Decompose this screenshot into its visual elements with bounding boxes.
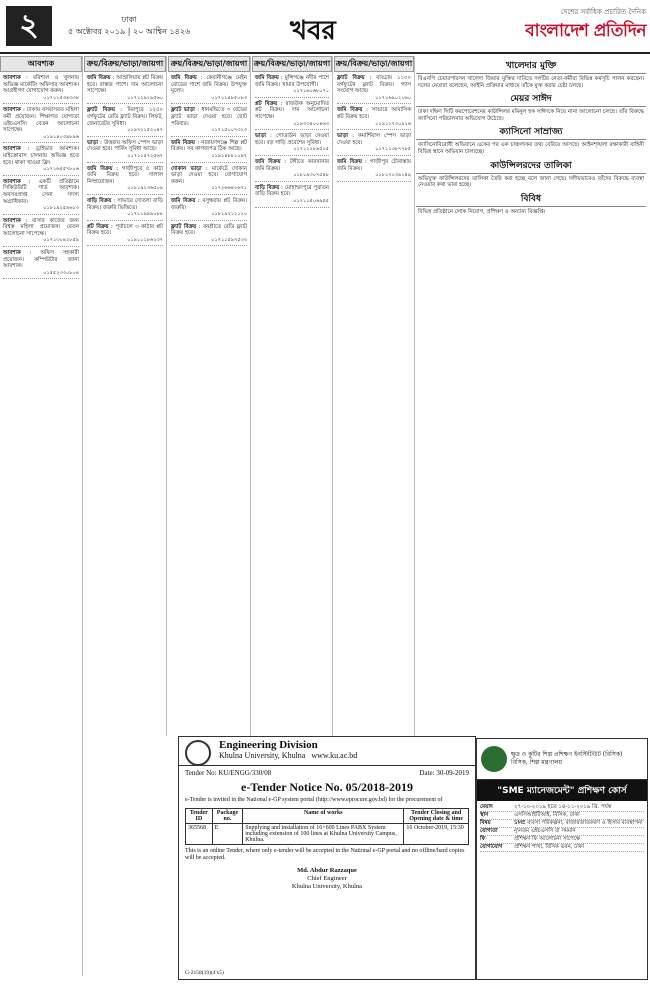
ad-phone: ০১৭১১৩৮৭৭৮৫	[375, 146, 411, 153]
ad-phone: ০১৮১৯৩০৭৫৪৮	[293, 172, 329, 179]
date-line	[68, 14, 190, 38]
section-title: খবর	[290, 16, 336, 46]
sme-org	[511, 751, 622, 767]
ad-tag: জমি বিক্রয়	[171, 197, 196, 204]
classified-ad	[87, 107, 163, 136]
classified-column	[334, 56, 415, 736]
ad-tag: আবশ্যক	[3, 146, 21, 153]
tender-intro: e-Tender is invited in the National e-GP system portal (http://www.eprocure.gov.bd) for the procurement of	[185, 797, 443, 803]
tender-university-name: Khulna University, Khulna	[219, 751, 306, 760]
ad-tag: ভাড়া	[337, 133, 348, 140]
ad-phone: ০১৮১৯২৩৬৫০৯	[127, 185, 163, 192]
sme-detail-key: যোগাযোগ	[480, 844, 503, 850]
sme-course-ad	[476, 738, 648, 980]
sme-org-line: বিসিক, শিল্প মন্ত্রণালয়	[511, 759, 563, 766]
ad-phone: ০১৭১১৪৮৫০৮৩	[211, 94, 247, 101]
column-heading: ক্রয়/বিক্রয়/ভাড়া/জায়গা	[84, 56, 166, 72]
classified-ad	[255, 101, 329, 130]
story-body: অভিযুক্ত কাউন্সিলরদের তালিকা তৈরি করা হচ্ছে বলে জানা গেছে। দলীয়ভাবেও তাঁদের বিরুদ্ধে ব্যবস্থা নেওয়ার কথা ভাবা হচ্ছে।	[418, 175, 644, 189]
ad-text: ড্রাইভার আবশ্যক। মাইক্রোবাস চালনায় অভিজ্ঞ হতে হবে। থাকা খাওয়া ফ্রি।	[3, 146, 79, 166]
table-header-cell: Name of works	[243, 808, 404, 823]
ad-separator: :	[20, 107, 27, 114]
classified-ad	[3, 250, 79, 279]
ad-text: উত্তরায় অফিস স্পেস ভাড়া দেওয়া হবে। পার্কিং সুবিধা আছে।	[87, 139, 163, 153]
ad-tag: ভাড়া	[87, 139, 98, 146]
ad-tag: জমি বিক্রয়	[255, 158, 281, 165]
classified-ad	[87, 75, 163, 104]
bscic-logo-icon	[481, 746, 507, 772]
tender-signature	[179, 867, 475, 891]
page-number: ২	[6, 6, 52, 46]
ad-phone: ০১৯১১১৮৬২৩৭	[127, 236, 163, 243]
ad-phone: ০১৯১২৭৩০৯১৬	[375, 120, 411, 127]
sme-detail-key: যোগ্যতা	[480, 828, 498, 834]
sme-detail-row	[480, 804, 644, 812]
ad-text: রাজউক অনুমোদিত প্লট বিক্রয়। দাম আলোচনা সাপেক্ষে।	[255, 100, 329, 120]
ad-separator: :	[194, 107, 202, 114]
classified-ad	[87, 198, 163, 221]
ad-tag: জমি বিক্রয়	[255, 75, 279, 81]
sme-detail-key: বিষয়	[480, 820, 491, 826]
classified-column	[168, 56, 251, 736]
ad-phone: ০১৯৭২১৫২০৪৭	[127, 127, 163, 134]
date-city: ঢাকা	[121, 15, 137, 24]
sme-detail-row	[480, 812, 644, 820]
ad-tag: জমি বিক্রয়	[337, 107, 363, 114]
table-cell: 16 October-2019, 15:30	[404, 823, 469, 844]
ad-text: মোহাম্মদপুরে পুরাতন বাড়ি বিক্রয় হবে।	[255, 184, 329, 198]
ad-separator: :	[20, 250, 41, 257]
ad-phone: ০১৭১১৫৭২৫৬৭	[127, 152, 163, 159]
ad-text: গাজীপুর চৌরাস্তায় জমি বিক্রয়।	[337, 158, 411, 172]
ad-tag: জমি বিক্রয়	[171, 139, 195, 146]
sme-detail-row	[480, 836, 644, 844]
ad-phone: ০১৭১৬৯০২১৬০	[375, 94, 411, 101]
ad-separator: :	[20, 217, 33, 224]
ad-tag: ভাড়া	[255, 133, 266, 140]
classified-column	[84, 56, 167, 736]
classified-ad	[3, 75, 79, 104]
ad-text: বসুন্ধরায় প্লট বিক্রয়। জরুরি।	[171, 197, 247, 211]
classified-ad	[3, 146, 79, 175]
tender-header	[179, 737, 475, 766]
ad-tag: জমি বিক্রয়	[87, 165, 113, 172]
ad-separator: :	[115, 107, 128, 114]
sme-header	[477, 739, 647, 780]
ad-separator: :	[280, 158, 290, 165]
ad-tag: আবশ্যক	[3, 178, 21, 185]
ad-separator: :	[112, 165, 122, 172]
ad-text: নারায়ণগঞ্জে শিল্প প্লট বিক্রয়। সব কাগজপত্র ঠিক আছে।	[171, 139, 247, 153]
ad-separator: :	[196, 75, 207, 81]
ad-tag: ফ্ল্যাট ভাড়া	[171, 107, 195, 114]
ad-separator: :	[110, 75, 117, 81]
ad-phone: ০১৭১৬০৬৮০৭১	[293, 88, 329, 95]
ad-text: ধানমন্ডিতে ৩ বেডের ফ্ল্যাট ভাড়া দেওয়া হবে। ছোট পরিবার।	[171, 107, 247, 127]
classified-ad	[337, 159, 411, 182]
ad-tag: আবশ্যক	[3, 107, 21, 114]
ad-separator: :	[277, 100, 286, 107]
ad-text: সাভারে আবাসিক প্লট বিক্রয় হবে।	[337, 107, 411, 120]
classified-ad	[3, 107, 79, 143]
ad-text: আশুলিয়ায় প্লট বিক্রয় হবে। রাস্তার পাশে। দাম আলোচনা সাপেক্ষে।	[87, 75, 164, 95]
ad-phone: ০১৯৩৩৪০০৪৬৩	[293, 120, 329, 127]
sme-detail-key: মেয়াদ	[480, 804, 493, 810]
ad-phone: ০১৫৫২৩৩০৮০৪	[43, 269, 79, 276]
ad-text: একটি প্রতিষ্ঠানে সিকিউরিটি গার্ড আবশ্যক। অবসরপ্রাপ্ত সেনা সদস্য অগ্রাধিকার।	[3, 178, 79, 205]
story-headline: বিবিধ	[416, 191, 646, 207]
ad-text: অফিস সহকারী প্রয়োজন। কম্পিউটার জানা আবশ্যক।	[3, 250, 79, 270]
tender-notice	[178, 736, 476, 980]
ad-text: পূর্বাচলে ৩ কাঠার প্লট বিক্রয় হবে।	[87, 223, 163, 237]
tender-note: This is an online Tender, where only e-tender will be accepted in the National e-GP portal and no offline/hard copies will be accepted.	[185, 847, 465, 861]
story-body: বিভিন্ন প্রতিষ্ঠানে লোক নিয়োগ, প্রশিক্ষণ ও অন্যান্য বিজ্ঞপ্তি।	[418, 208, 546, 215]
tender-date: Date: 30-09-2019	[419, 769, 469, 777]
table-cell: E	[212, 823, 243, 844]
classified-ad	[171, 140, 247, 163]
ad-separator: :	[279, 184, 285, 191]
tender-university	[219, 751, 357, 760]
column-heading: ক্রয়/বিক্রয়/ভাড়া/জায়গা	[252, 56, 332, 72]
ad-separator: :	[266, 133, 276, 140]
ad-text: টঙ্গীতে কারখানার জমি বিক্রয়।	[255, 158, 329, 172]
ad-separator: :	[98, 139, 105, 146]
signer-name: Md. Abdur Razzaque	[297, 866, 357, 874]
ad-text: বরিশাল ও খুলনায় অভিজ্ঞ মার্কেটিং অফিসার আবশ্যক। আগ্রহীগণ যোগাযোগ করুন।	[3, 75, 79, 95]
classified-ad	[255, 159, 329, 182]
tender-title: e-Tender Notice No. 05/2018-2019	[241, 780, 413, 794]
ad-separator: :	[348, 133, 359, 140]
ad-tag: বাড়ি বিক্রয়	[87, 197, 112, 204]
classified-column	[252, 56, 333, 736]
ad-text: গাজীপুরে ৫ কাঠা জমি বিক্রয় হবে। দালাল নিষ্প্রয়োজন।	[87, 165, 163, 185]
classified-column	[0, 56, 83, 976]
sme-detail-value: প্রশিক্ষণ শাখা, বিসিক ভবন, ঢাকা	[514, 844, 585, 850]
classified-ad	[255, 75, 329, 98]
classified-ad	[171, 224, 247, 247]
ad-text: বাড্ডায় ১১০০ বর্গফুটের ফ্ল্যাট বিক্রয়। গ্যাস সংযোগ আছে।	[337, 75, 411, 95]
table-header-cell: Tender ID	[186, 808, 213, 823]
ad-separator: :	[111, 197, 118, 204]
govt-ad-code: G-2158(19)(4'x5)	[185, 970, 224, 976]
masthead	[0, 0, 650, 54]
ad-phone: ০১৭২৬৬৪২৬৭১	[211, 185, 247, 192]
table-header-cell: Package no.	[212, 808, 243, 823]
ad-separator: :	[20, 178, 39, 185]
newspaper-logo	[520, 6, 646, 46]
story-headline: মেয়র সাঈদ	[416, 91, 646, 107]
ad-phone: ০১৭১৫০০৭৩২৩	[211, 127, 247, 134]
ad-text: গোডাউন ভাড়া দেওয়া হবে। বড় গাড়ি প্রবেশের সুবিধা।	[255, 133, 329, 146]
ad-text: ঢাকায় বসবাসরত মহিলা কর্মী প্রয়োজন। শিক্ষাগত যোগ্যতা এইচএসসি। বেতন আলোচনা সাপেক্ষে।	[3, 107, 79, 134]
column-heading: আবশ্যক	[0, 56, 82, 72]
ad-text: কেরানীগঞ্জে মেইন রোডের পাশে জমি বিক্রয়। উপযুক্ত মূল্যে।	[171, 75, 247, 95]
ad-separator: :	[362, 107, 372, 114]
ad-tag: প্লট বিক্রয়	[255, 100, 278, 107]
ad-tag: আবশ্যক	[3, 75, 21, 81]
ad-separator: :	[278, 75, 285, 81]
ad-phone: ০১৯১৪০৩৯৮৯৬	[43, 133, 79, 140]
table-header-cell: Tender Closing and Opening date & time	[404, 808, 469, 823]
ad-phone: ০১৭১১৫৯৭৫৩৩	[211, 236, 247, 243]
sme-course-title: "SME ম্যানেজমেন্ট" প্রশিক্ষণ কোর্স	[477, 780, 647, 801]
sme-detail-row	[480, 844, 644, 852]
classified-ad	[87, 224, 163, 247]
story-body: ক্যাসিনোবিরোধী অভিযানে একের পর এক চাঞ্চল্যকর তথ্য বেরিয়ে আসছে। আইনশৃঙ্খলা রক্ষাকারী বাহিনী বিভিন্ন স্থানে অভিযান চালাচ্ছে।	[418, 142, 644, 155]
classified-ad	[87, 166, 163, 195]
ad-tag: ফ্ল্যাট বিক্রয়	[171, 223, 197, 230]
classified-ad	[255, 133, 329, 156]
table-cell: Supplying and installation of 16+600 Lines PABX System including extension of 100 lines at Khulna University Campus, Khulna.	[243, 823, 404, 844]
ad-tag: প্লট বিক্রয়	[87, 223, 109, 230]
ad-separator: :	[108, 223, 116, 230]
classified-ad	[171, 75, 247, 104]
logo-name: বাংলাদেশ প্রতিদিন	[525, 21, 646, 41]
classified-ad	[171, 198, 247, 221]
sme-detail-value: ২৭-১০-২০১৯ হতে ১৪-১১-২০১৯ খ্রি. পর্যন্ত	[514, 804, 612, 810]
ad-phone: ০১৭১১৫৩৪৩৩৪	[43, 94, 79, 101]
ad-separator: :	[196, 223, 203, 230]
classified-ad	[3, 179, 79, 215]
ad-text: মুন্সিগঞ্জে নদীর পাশে জমি বিক্রয়। খামার উপযোগী।	[255, 75, 329, 88]
ad-phone: ০১৭১১২৮৯৫০৫	[293, 146, 329, 153]
sme-detail-value: SME ব্যবসা পরিকল্পনা, বাজারজাতকরণ ও হিসাব ব্যবস্থাপনা	[514, 820, 643, 826]
story-headline: কাউন্সিলরদের তালিকা	[416, 158, 646, 174]
classified-ad	[87, 140, 163, 163]
classified-ad	[171, 107, 247, 136]
sme-detail-value: এসসিআইটিআই, বিসিক, ঢাকা	[514, 812, 580, 818]
classified-ad	[337, 133, 411, 156]
ad-separator: :	[201, 165, 212, 172]
classified-ad	[337, 107, 411, 130]
sme-detail-value: প্রশিক্ষণ ফি আলোচনা সাপেক্ষে	[514, 836, 581, 842]
story-headline: ক্যাসিনো সাম্রাজ্য	[416, 124, 646, 140]
logo-tagline: দেশের সর্বাধিক প্রচারিত দৈনিক	[560, 8, 646, 16]
ad-separator: :	[20, 146, 36, 153]
column-heading: ক্রয়/বিক্রয়/ভাড়া/জায়গা	[334, 56, 414, 72]
ad-tag: ফ্ল্যাট বিক্রয়	[337, 75, 365, 81]
tender-division: Engineering Division	[219, 739, 318, 751]
signer-org: Khulna University, Khulna	[291, 882, 363, 890]
classified-ad	[255, 185, 329, 208]
ad-text: মিরপুরে ১২৫০ বর্গফুটের রেডি ফ্ল্যাট বিক্রয়। লিফট, জেনারেটর সুবিধা।	[87, 107, 163, 127]
tender-table	[185, 808, 469, 845]
ad-text: সাভারে দোতলা বাড়ি বিক্রয়। জরুরি ভিত্তিতে।	[87, 197, 163, 211]
ad-tag: জমি বিক্রয়	[337, 158, 362, 165]
news-column	[416, 56, 646, 215]
ad-tag: ফ্ল্যাট বিক্রয়	[87, 107, 115, 114]
sme-org-line: ক্ষুদ্র ও কুটির শিল্প প্রশিক্ষণ ইনস্টিটিউট (বিসিক)	[511, 751, 623, 758]
classified-ad	[171, 166, 247, 195]
table-row	[186, 823, 469, 844]
ad-tag: আবশ্যক	[3, 250, 21, 257]
ad-text: বাসার কাজের জন্য বিশ্বস্ত মহিলা প্রয়োজন। বেতন আলোচনা সাপেক্ষে।	[3, 217, 79, 237]
ad-tag: আবশ্যক	[3, 217, 21, 224]
ad-phone: ০১৯১৪৮৮১০৯৭	[211, 152, 247, 159]
ad-separator: :	[20, 75, 33, 81]
ad-separator: :	[194, 139, 202, 146]
ad-tag: বাড়ি বিক্রয়	[255, 184, 280, 191]
ad-phone: ০১৭১৩০৪২৮৫৯	[43, 237, 79, 244]
ad-phone: ০১৮১৭০৩৯১৪৯	[375, 172, 411, 179]
sme-details	[477, 801, 647, 855]
classified-ad	[3, 218, 79, 247]
sme-detail-key: ফি	[480, 836, 486, 842]
sme-detail-key: স্থান	[480, 812, 489, 818]
tender-ref-line	[185, 769, 469, 777]
ad-separator: :	[195, 197, 203, 204]
signer-title: Chief Engineer	[307, 874, 347, 882]
ad-phone: ০১৮১৯২১২১২০	[211, 211, 247, 218]
classified-ad	[337, 75, 411, 104]
ad-tag: জমি বিক্রয়	[87, 75, 111, 81]
sme-detail-row	[480, 820, 644, 828]
ad-text: বনশ্রীতে রেডি ফ্ল্যাট বিক্রয় হবে।	[171, 223, 247, 237]
story-body: ঢাকা দক্ষিণ সিটি করপোরেশনের কাউন্সিলর মমিনুল হক সাঈদকে নিয়ে নানা আলোচনা চলছে। তাঁর বিরুদ্ধে ক্যাসিনো পরিচালনার অভিযোগ উঠেছে।	[418, 109, 644, 122]
ad-separator: :	[364, 75, 377, 81]
ad-separator: :	[361, 158, 370, 165]
story-body: বিএনপি চেয়ারপারসন খালেদা জিয়ার মুক্তির দাবিতে দলটির নেতা-কর্মীরা বিভিন্ন কর্মসূচি পালন করছেন। দলের নেতারা বলেছেন, আইনি প্রক্রিয়ার মাধ্যমে তাঁকে মুক্ত করার চেষ্টা চলছে।	[418, 76, 644, 89]
sme-detail-row	[480, 828, 644, 836]
ad-text: কমার্শিয়াল স্পেস ভাড়া দেওয়া হবে।	[337, 133, 412, 146]
date-text: ৫ অক্টোবর ২০১৯ | ২০ আশ্বিন ১৪২৬	[68, 27, 191, 36]
ad-phone: ০১৭১৬৫৫৭৮০৬	[43, 166, 79, 173]
column-heading: ক্রয়/বিক্রয়/ভাড়া/জায়গা	[168, 56, 250, 72]
ad-tag: দোকান ভাড়া	[171, 165, 202, 172]
ad-phone: ০১৮১৯২৫৪৬১৩	[43, 205, 79, 212]
tender-ref-no: Tender No: KU/ENGG/330/08	[185, 769, 272, 777]
ad-text: মার্কেটে দোকান ভাড়া দেওয়া হবে। যোগাযোগ করুন।	[171, 165, 247, 185]
table-cell: 365568	[186, 823, 213, 844]
tender-website: www.ku.ac.bd	[311, 751, 358, 760]
table-header-row	[186, 808, 469, 823]
story-headline: খালেদার মুক্তি	[416, 58, 646, 74]
ad-tag: জমি বিক্রয়	[171, 75, 197, 81]
university-seal-icon	[185, 740, 211, 766]
sme-detail-value: ন্যূনতম এইচএসসি বা সমমান	[514, 828, 576, 834]
ad-phone: ০১৭১২৯২৯৫৬০	[127, 94, 163, 101]
ad-phone: ০১৭১১৫০৬৯৫৫	[293, 197, 329, 204]
ad-phone: ০১৭১১৯৪৯০৮৮	[127, 211, 163, 218]
